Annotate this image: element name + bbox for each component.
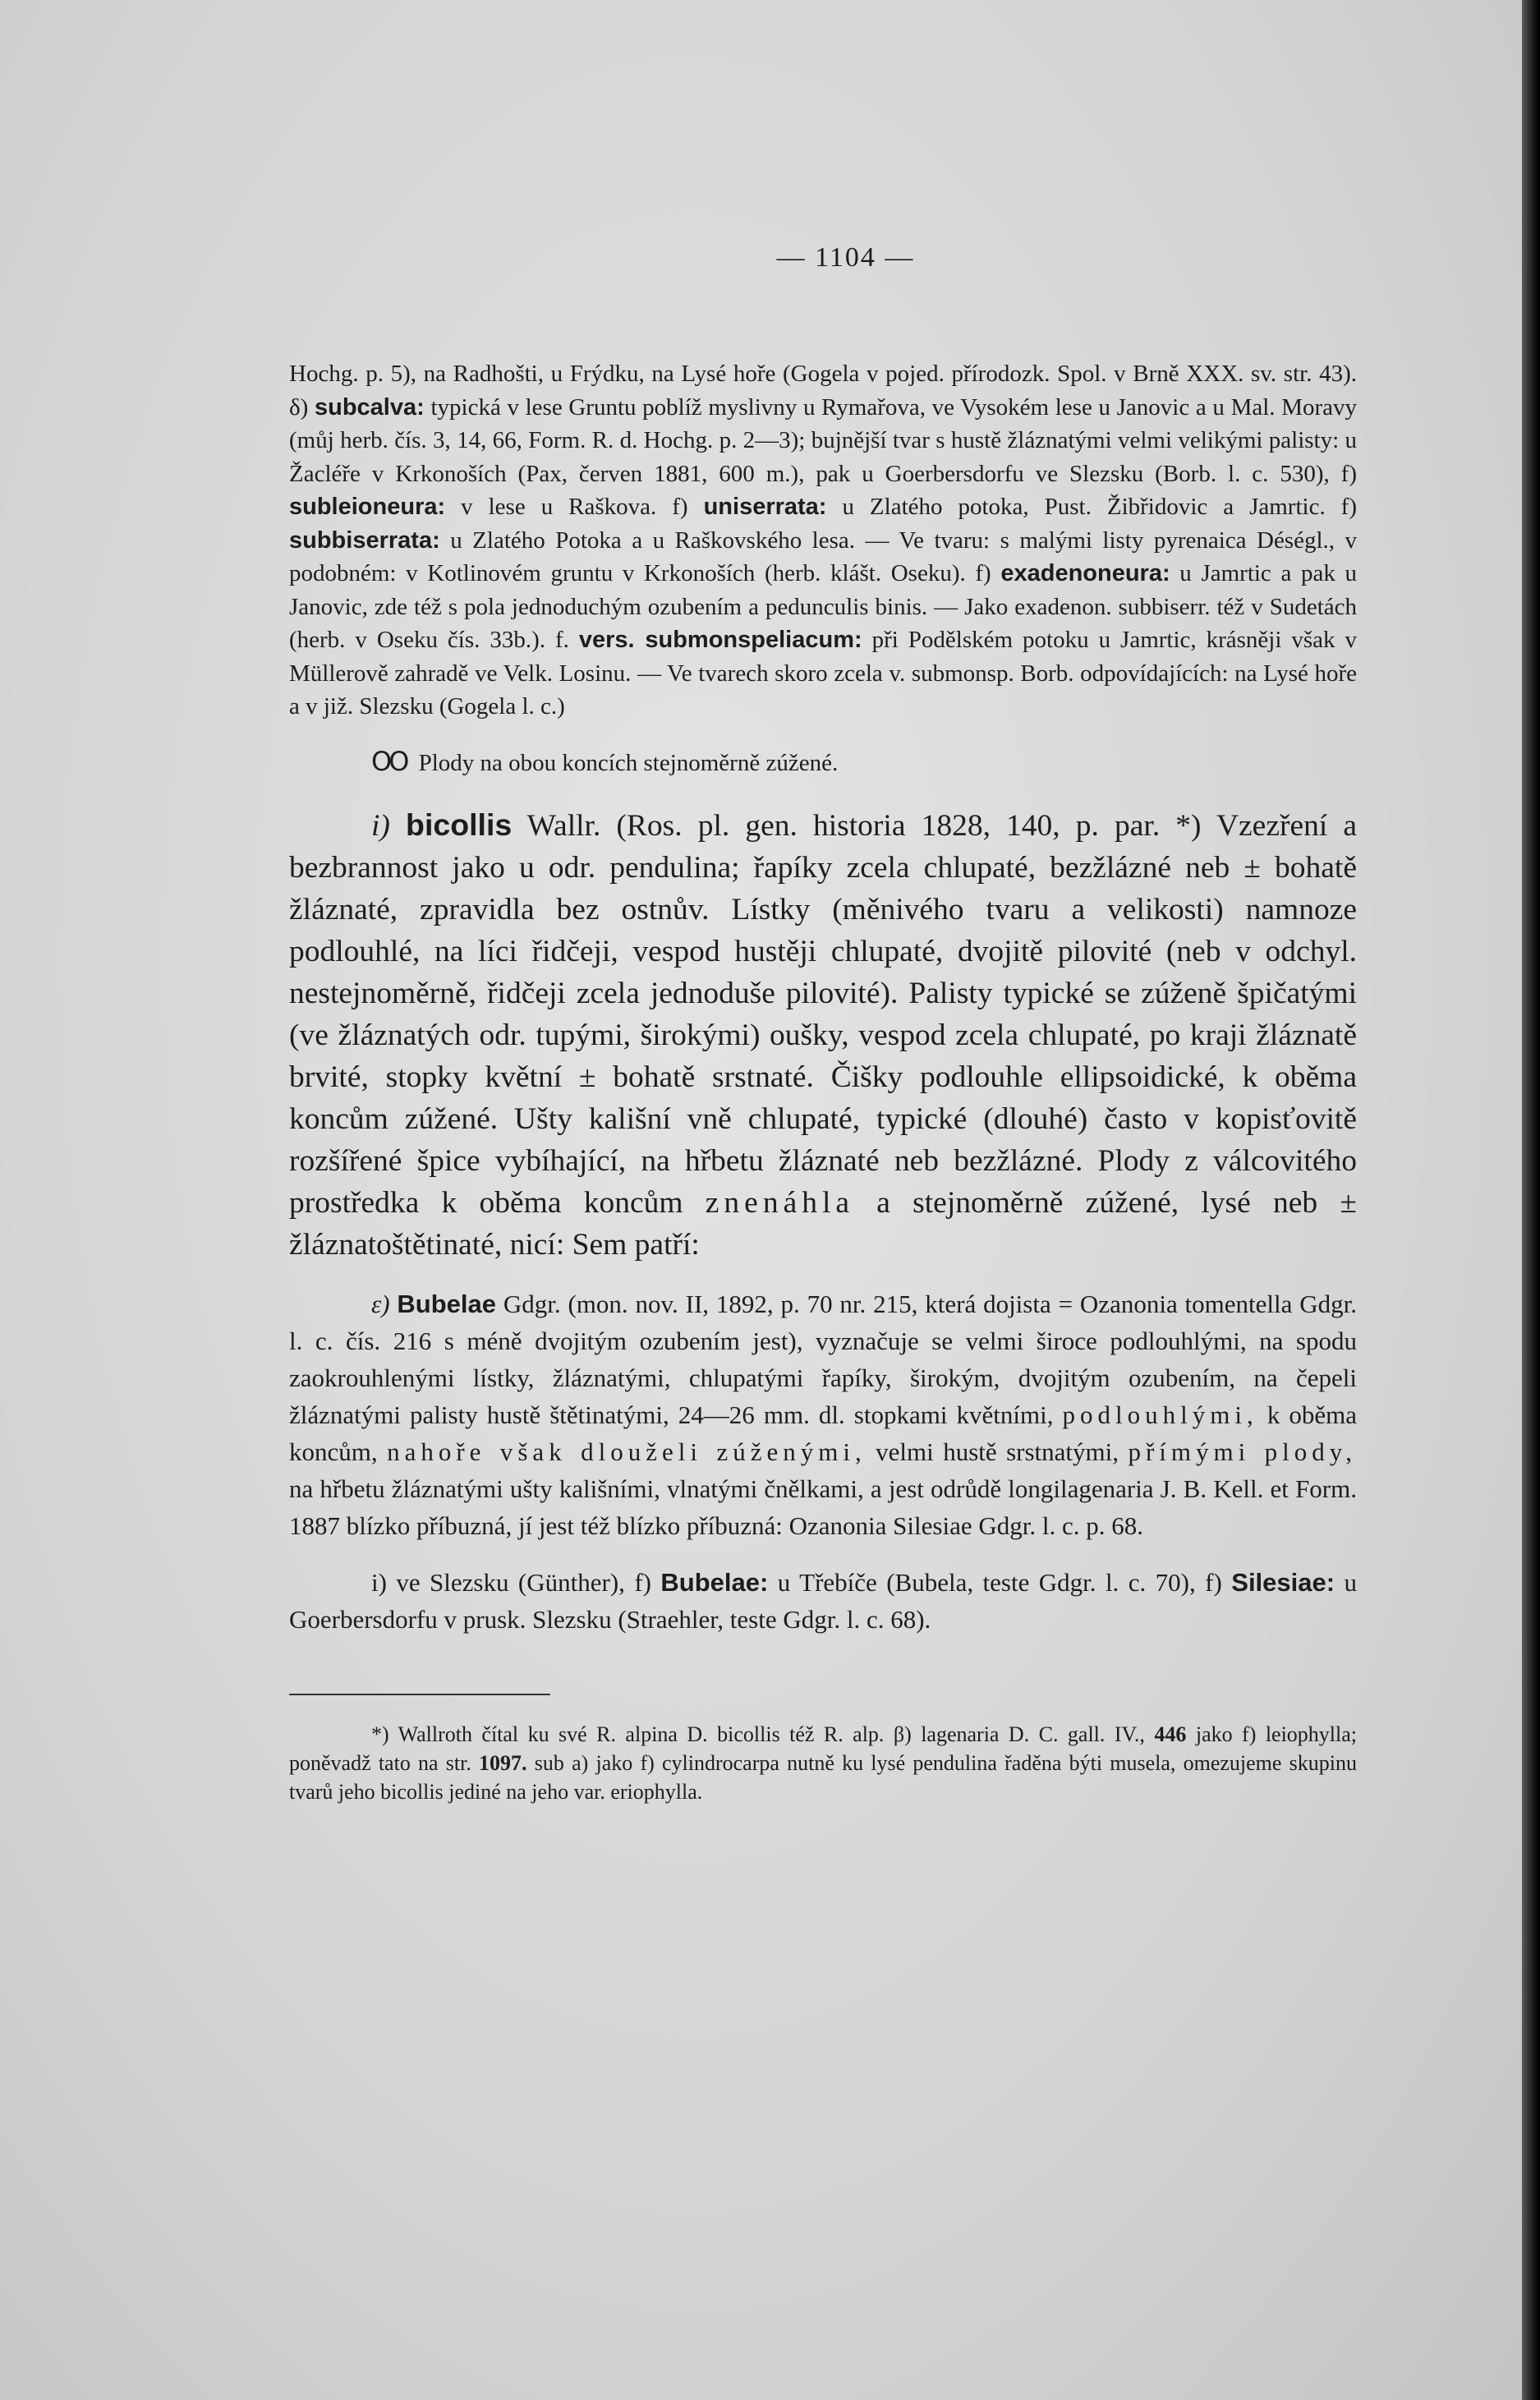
variety-name-bubelae: Bubelae (397, 1289, 497, 1318)
text-run: k oběma koncům, (289, 1400, 1357, 1466)
text-run: u Třebíče (Bubela, teste Gdgr. l. c. 70), f) (777, 1567, 1232, 1597)
variety-name-subbiserrata: subbiserrata: (289, 526, 440, 554)
text-run: i) ve Slezsku (Günther), f) (371, 1567, 661, 1597)
page-number: — 1104 — (776, 242, 915, 273)
footnote-divider (289, 1694, 550, 1695)
group-heading-text: Plody na obou koncích stejnoměrně zúžené. (418, 749, 839, 776)
variety-name-uniserrata: uniserrata: (703, 494, 827, 520)
document-page (289, 242, 1357, 1806)
variety-name-bicollis: bicollis (406, 807, 513, 842)
variety-name-exadenoneura: exadenoneura: (1000, 560, 1170, 586)
text-run: Hochg. p. 5), na Radhošti, u Frýdku, na Lysé hoře (Gogela v pojed. přírodozk. Spol. v Brně XXX. sv. str. 43). δ) (289, 361, 1357, 421)
variety-name-silesiae: Silesiae: (1231, 1567, 1335, 1597)
text-run: u Zlatého potoka, Pust. Žibřidovic a Jamrtic. f) (842, 494, 1358, 520)
text-run: u Jamrtic a pak u Janovic, zde též s pola jednoduchým ozubením a pedunculis binis. — Jako exadenon. subbiserr. též v Sudetách (herb. v Oseku čís. 33b.). f. (289, 560, 1357, 653)
text-run: *) Wallroth čítal ku své R. alpina D. bicollis též R. alp. β) lagenaria D. C. gall. IV., (371, 1722, 1155, 1746)
variety-name-bubelae: Bubelae: (660, 1567, 769, 1597)
paragraph-subvarieties (289, 357, 1357, 724)
bold-number: 446 (1154, 1722, 1187, 1746)
section-marker: i) (371, 808, 390, 843)
paragraph-localities (289, 1564, 1357, 1638)
section-marker: ε) (371, 1289, 390, 1318)
spaced-emphasis: nahoře však dlouželi zúženými, (387, 1437, 867, 1466)
group-heading (371, 745, 1357, 779)
variety-name-subleioneura: subleioneura: (289, 494, 446, 520)
variety-name-subcalva: subcalva: (314, 393, 425, 421)
text-run: a stejnoměrně zúžené, lysé neb ± žláznatoštětinaté, nicí: Sem patří: (289, 1185, 1358, 1262)
spaced-emphasis: přímými plody, (1128, 1437, 1358, 1466)
text-run: sub a) jako f) cylindrocarpa nutně ku lysé pendulina řaděna býti musela, omezujeme skupinu tvarů jeho bicollis jediné na jeho var. eriophylla. (289, 1750, 1357, 1804)
text-run: při Podělském potoku u Jamrtic, krásněji však v Müllerově zahradě ve Velk. Losinu. — Ve tvarech skoro zcela v. submonsp. Borb. odpovídajících: na Lysé hoře a v již. Slezsku (Gogela l. c.) (289, 627, 1357, 720)
bold-number: 1097. (479, 1750, 527, 1775)
text-run: velmi hustě srstnatými, (876, 1437, 1129, 1466)
section-bubelae (289, 1285, 1357, 1544)
text-run: u Goerbersdorfu v prusk. Slezsku (Straehler, teste Gdgr. l. c. 68). (289, 1567, 1358, 1634)
spaced-emphasis: znenáhla (705, 1185, 855, 1220)
text-run: u Zlatého Potoka a u Raškovského lesa. — Ve tvaru: s malými listy pyrenaica Déségl., v podobném: v Kotlinovém gruntu v Krkonoších (herb. klášt. Oseku). f) (289, 526, 1357, 586)
text-run: typická v lese Gruntu poblíž myslivny u Rymařova, ve Vysokém lese u Janovic a u Mal. Moravy (můj herb. čís. 3, 14, 66, Form. R. d. Hochg. p. 2—3); bujnější tvar s hustě žláznatými velmi velikými palisty: u Žacléře v Krkonoších (Pax, červen 1881, 600 m.), pak u Goerbersdorfu ve Slezsku (Borb. l. c. 530), f) (289, 393, 1358, 487)
text-run: jako f) leiophylla; poněvadž tato na str. (289, 1722, 1358, 1775)
text-run: Wallr. (Ros. pl. gen. historia 1828, 140, p. par. *) Vzezření a bezbrannost jako u odr. pendulina; řapíky zcela chlupaté, bezžlázné neb ± bohatě žláznaté, zpravidla bez ostnův. Lístky (měnivého tvaru a velikosti) namnoze podlouhlé, na líci řidčeji, vespod hustěji chlupaté, dvojitě pilovité (neb v odchyl. nestejnoměrně, řidčeji zcela jednoduše pilovité). Palisty typické se zúženě špičatými (ve žláznatých odr. tupými, širokými) oušky, vespod zcela chlupaté, po kraji žláznatě brvité, stopky květní ± bohatě srstnaté. Čišky podlouhle ellipsoidické, k oběma koncům zúžené. Ušty kališní vně chlupaté, typické (dlouhé) často v kopisťovitě rozšířené špice vybíhající, na hřbetu žláznaté neb bezžlázné. Plody z válcovitého prostředka k oběma koncům (289, 808, 1358, 1220)
text-run: v lese u Raškova. f) (461, 494, 704, 520)
spaced-emphasis: podlouhlými, (1062, 1400, 1258, 1429)
double-circle-icon: OO (371, 745, 407, 777)
text-run: Gdgr. (mon. nov. II, 1892, p. 70 nr. 215, která dojista = Ozanonia tomentella Gdgr. l. c. čís. 216 s méně dvojitým ozubením jest), vyznačuje se velmi široce podlouhlými, na spodu zaokrouhlenými lístky, žláznatými, chlupatými řapíky, širokým, dvojitým ozubením, na čepeli žláznatými palisty hustě štětinatými, 24—26 mm. dl. stopkami květními, (289, 1289, 1358, 1429)
text-run: na hřbetu žláznatými ušty kališními, vlnatými čnělkami, a jest odrůdě longilagenaria J. B. Kell. et Form. 1887 blízko příbuzná, jí jest též blízko příbuzná: Ozanonia Silesiae Gdgr. l. c. p. 68. (289, 1474, 1357, 1540)
scan-edge-shadow (1522, 0, 1540, 2400)
variety-name-submonspeliacum: vers. submonspeliacum: (578, 627, 862, 653)
section-bicollis (289, 804, 1357, 1266)
footnote (289, 1720, 1357, 1806)
